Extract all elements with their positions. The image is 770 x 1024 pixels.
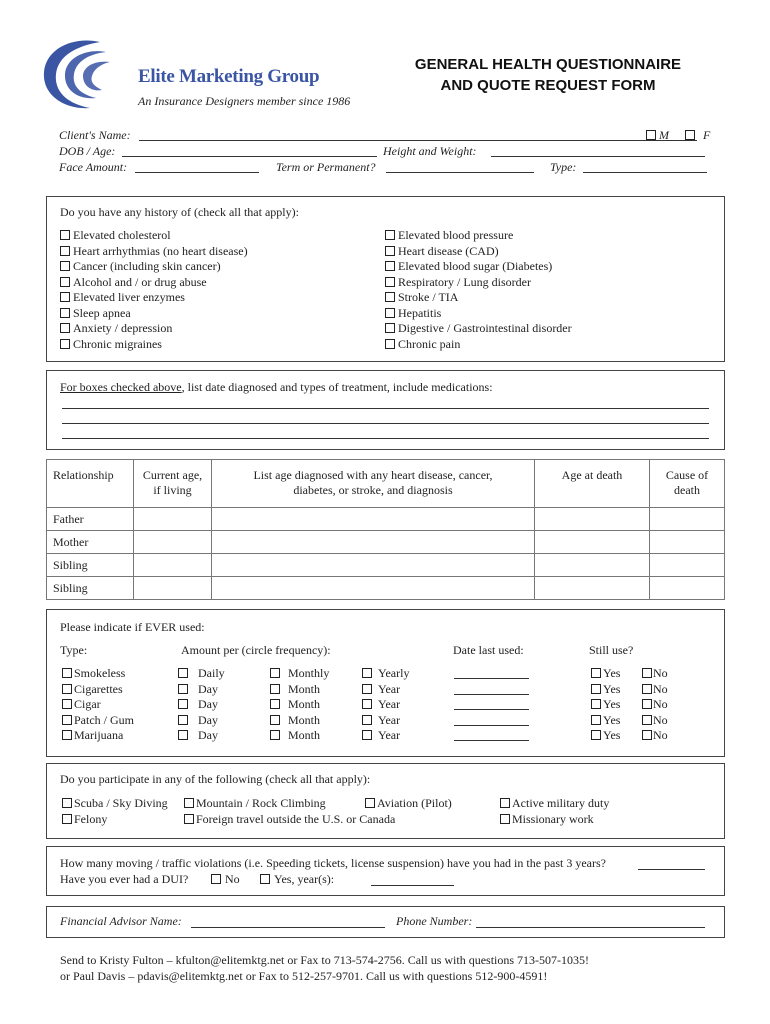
- history-item[interactable]: [60, 275, 248, 291]
- dui-yes-label: Yes, year(s):: [274, 872, 335, 886]
- checkbox[interactable]: [60, 277, 70, 287]
- dob-age-field[interactable]: [122, 145, 377, 157]
- tobacco-type-label: Patch / Gum: [74, 712, 134, 727]
- activity-label: Felony: [74, 812, 108, 826]
- activity-mountain[interactable]: [184, 796, 326, 811]
- history-item-label: Stroke / TIA: [398, 290, 459, 304]
- checkbox[interactable]: [62, 684, 72, 694]
- checkbox[interactable]: [642, 715, 652, 725]
- checkbox[interactable]: [642, 699, 652, 709]
- yes-option[interactable]: [591, 713, 620, 729]
- checkbox[interactable]: [385, 246, 395, 256]
- details-rest: , list date diagnosed and types of treatment, include medications:: [181, 380, 493, 394]
- history-item[interactable]: [385, 275, 572, 291]
- history-item[interactable]: [385, 306, 572, 322]
- frequency-option[interactable]: [270, 728, 329, 744]
- activity-foreign-travel[interactable]: [184, 812, 395, 827]
- frequency-label: Year: [378, 728, 401, 742]
- frequency-option[interactable]: [362, 728, 409, 744]
- checkbox[interactable]: [270, 668, 280, 678]
- frequency-option[interactable]: [178, 697, 225, 713]
- checkbox[interactable]: [591, 684, 601, 694]
- frequency-option[interactable]: [270, 682, 329, 698]
- checkbox[interactable]: [62, 699, 72, 709]
- tobacco-type[interactable]: [62, 713, 134, 729]
- history-right-list: [385, 228, 572, 352]
- activity-label: Mountain / Rock Climbing: [196, 796, 326, 810]
- history-item-label: Chronic pain: [398, 336, 461, 351]
- checkbox[interactable]: [260, 874, 270, 884]
- table-cell[interactable]: [212, 554, 535, 577]
- dob-age-label: DOB / Age:: [59, 144, 116, 158]
- checkbox[interactable]: [642, 684, 652, 694]
- header-diagnosis: [212, 460, 535, 508]
- still-use-no: [642, 666, 668, 744]
- frequency-option[interactable]: [178, 682, 225, 698]
- header-cause-line1: Cause of: [665, 468, 709, 482]
- table-row: [47, 531, 725, 554]
- dui-no-label: No: [225, 872, 240, 886]
- checkbox[interactable]: [62, 715, 72, 725]
- checkbox[interactable]: [62, 668, 72, 678]
- checkbox[interactable]: [178, 715, 188, 725]
- no-label: No: [653, 681, 668, 696]
- checkbox[interactable]: [500, 798, 510, 808]
- advisor-phone-label: Phone Number:: [396, 914, 473, 928]
- checkbox[interactable]: [362, 668, 372, 678]
- activity-label: Foreign travel outside the U.S. or Canada: [196, 812, 396, 826]
- checkbox[interactable]: [178, 699, 188, 709]
- checkbox[interactable]: [385, 230, 395, 240]
- table-cell[interactable]: [212, 531, 535, 554]
- table-cell[interactable]: [650, 554, 725, 577]
- header-current-age-line1: Current age,: [142, 468, 203, 482]
- frequency-label: Monthly: [288, 666, 330, 680]
- checkbox[interactable]: [362, 699, 372, 709]
- history-item-label: Alcohol and / or drug abuse: [73, 274, 207, 289]
- no-option[interactable]: [642, 666, 668, 682]
- history-item[interactable]: [385, 321, 572, 337]
- table-cell[interactable]: [134, 531, 212, 554]
- history-item[interactable]: [385, 228, 572, 244]
- yes-option[interactable]: [591, 728, 620, 744]
- history-item-label: Elevated cholesterol: [73, 228, 171, 242]
- frequency-label: Month: [288, 697, 321, 711]
- table-cell[interactable]: [535, 508, 650, 531]
- frequency-option[interactable]: [362, 697, 409, 713]
- frequency-option[interactable]: [270, 697, 329, 713]
- history-item[interactable]: [60, 290, 248, 306]
- male-checkbox[interactable]: [646, 130, 656, 140]
- frequency-option[interactable]: [178, 666, 225, 682]
- yes-label: Yes: [603, 728, 621, 742]
- family-history-table: [46, 459, 725, 600]
- table-cell[interactable]: [134, 508, 212, 531]
- form-title-line2: AND QUOTE REQUEST FORM: [440, 77, 656, 94]
- checkbox[interactable]: [178, 668, 188, 678]
- table-cell[interactable]: [650, 531, 725, 554]
- tobacco-date-label: Date last used:: [453, 643, 524, 657]
- term-permanent-field[interactable]: [386, 161, 534, 173]
- no-label: No: [653, 697, 668, 711]
- checkbox[interactable]: [60, 230, 70, 240]
- header-relationship: Relationship: [47, 460, 134, 508]
- table-cell[interactable]: [212, 508, 535, 531]
- client-name-field[interactable]: [139, 129, 697, 141]
- frequency-label: Month: [288, 712, 321, 727]
- history-left-list: [60, 228, 248, 352]
- checkbox[interactable]: [385, 308, 395, 318]
- date-last-used-field[interactable]: [454, 694, 529, 695]
- checkbox[interactable]: [184, 814, 194, 824]
- history-item-label: Anxiety / depression: [73, 321, 173, 335]
- header-diagnosis-line2: diabetes, or stroke, and diagnosis: [293, 483, 453, 497]
- frequency-option[interactable]: [178, 713, 225, 729]
- checkbox[interactable]: [385, 277, 395, 287]
- checkbox[interactable]: [270, 730, 280, 740]
- form-title-line1: GENERAL HEALTH QUESTIONNAIRE: [414, 56, 682, 73]
- history-item[interactable]: [385, 290, 572, 306]
- frequency-label: Yearly: [378, 666, 410, 680]
- family-table-header: [47, 460, 725, 508]
- frequency-option[interactable]: [178, 728, 225, 744]
- frequency-label: Day: [198, 728, 218, 742]
- checkbox[interactable]: [385, 292, 395, 302]
- frequency-label: Day: [198, 681, 218, 696]
- checkbox[interactable]: [60, 339, 70, 349]
- yes-option[interactable]: [591, 697, 620, 713]
- header-diagnosis-line1: List age diagnosed with any heart disease, cancer,: [253, 468, 493, 482]
- tobacco-type-label: Cigarettes: [74, 681, 123, 696]
- dui-question: [60, 872, 188, 887]
- history-item-label: Sleep apnea: [73, 305, 131, 320]
- date-last-used-field[interactable]: [454, 709, 529, 710]
- yes-label: Yes: [603, 712, 621, 727]
- table-row: [47, 554, 725, 577]
- activities-question: Do you participate in any of the following (check all that apply):: [60, 772, 371, 786]
- frequency-label: Month: [288, 728, 321, 742]
- female-label: F: [703, 128, 711, 142]
- checkbox[interactable]: [385, 339, 395, 349]
- checkbox[interactable]: [270, 715, 280, 725]
- frequency-option[interactable]: [270, 666, 329, 682]
- table-cell[interactable]: [535, 531, 650, 554]
- frequency-label: Year: [378, 697, 401, 711]
- header-cause-of-death: [650, 460, 725, 508]
- face-amount-field[interactable]: [135, 161, 259, 173]
- checkbox[interactable]: [178, 684, 188, 694]
- relationship-cell: Father: [47, 508, 134, 531]
- form-title: [380, 54, 716, 96]
- history-item-label: Heart disease (CAD): [398, 243, 499, 258]
- frequency-option[interactable]: [362, 666, 409, 682]
- tobacco-type-label: Marijuana: [74, 728, 124, 742]
- tobacco-type-label: Cigar: [74, 697, 101, 711]
- tobacco-type[interactable]: [62, 682, 134, 698]
- company-tagline: An Insurance Designers member since 1986: [138, 94, 351, 108]
- frequency-option[interactable]: [270, 713, 329, 729]
- checkbox[interactable]: [270, 699, 280, 709]
- tobacco-type[interactable]: [62, 666, 134, 682]
- no-label: No: [653, 728, 668, 742]
- footer-contact-2: or Paul Davis – pdavis@elitemktg.net or Fax to 512-257-9701. Call us with questions 512-900-4591!: [60, 969, 548, 983]
- history-item-label: Elevated blood pressure: [398, 228, 514, 242]
- checkbox[interactable]: [591, 715, 601, 725]
- activity-scuba[interactable]: [62, 796, 168, 811]
- tobacco-type-label: Type:: [60, 643, 88, 657]
- header-age-at-death: Age at death: [535, 460, 650, 508]
- frequency-yearly: [362, 666, 409, 744]
- checkbox[interactable]: [270, 684, 280, 694]
- no-option[interactable]: [642, 713, 668, 729]
- no-label: No: [653, 666, 668, 680]
- table-row: [47, 577, 725, 600]
- tobacco-amount-label: Amount per (circle frequency):: [181, 643, 331, 657]
- frequency-label: Daily: [198, 666, 225, 680]
- date-last-used-field[interactable]: [454, 740, 529, 741]
- client-info-section: [59, 127, 719, 175]
- history-item-label: Respiratory / Lung disorder: [398, 274, 531, 289]
- frequency-label: Month: [288, 681, 321, 696]
- dui-label: Have you ever had a DUI?: [60, 872, 189, 886]
- male-label: M: [659, 128, 669, 142]
- footer-contact-1: Send to Kristy Fulton – kfulton@elitemktg.net or Fax to 713-574-2756. Call us with questions 713-507-1035!: [60, 953, 590, 967]
- no-option[interactable]: [642, 682, 668, 698]
- type-label: Type:: [550, 160, 577, 174]
- checkbox[interactable]: [60, 246, 70, 256]
- history-item-label: Heart arrhythmias (no heart disease): [73, 243, 248, 258]
- checkbox[interactable]: [500, 814, 510, 824]
- checkbox[interactable]: [60, 261, 70, 271]
- company-logo-icon: [38, 38, 140, 112]
- checkbox[interactable]: [211, 874, 221, 884]
- violations-question: How many moving / traffic violations (i.e. Speeding tickets, license suspension) have you had in the past 3 years?: [60, 856, 606, 870]
- header-current-age-line2: if living: [153, 483, 192, 497]
- details-line-2[interactable]: [62, 423, 709, 424]
- client-name-label: Client's Name:: [59, 128, 131, 142]
- history-item[interactable]: [385, 337, 572, 353]
- history-item[interactable]: [60, 244, 248, 260]
- frequency-daily: [178, 666, 225, 744]
- female-checkbox[interactable]: [685, 130, 695, 140]
- table-cell[interactable]: [134, 577, 212, 600]
- checkbox[interactable]: [362, 730, 372, 740]
- checkbox[interactable]: [365, 798, 375, 808]
- violations-field[interactable]: [638, 869, 705, 870]
- checkbox[interactable]: [642, 668, 652, 678]
- relationship-cell: Sibling: [47, 554, 134, 577]
- company-name: Elite Marketing Group: [138, 66, 320, 87]
- height-weight-field[interactable]: [491, 145, 705, 157]
- table-cell[interactable]: [134, 554, 212, 577]
- advisor-name-label: Financial Advisor Name:: [60, 914, 182, 928]
- activity-missionary[interactable]: [500, 812, 594, 827]
- frequency-option[interactable]: [362, 713, 409, 729]
- dui-yes-option[interactable]: [260, 872, 334, 887]
- frequency-monthly: [270, 666, 329, 744]
- tobacco-type[interactable]: [62, 697, 134, 713]
- tobacco-type[interactable]: [62, 728, 134, 744]
- no-option[interactable]: [642, 728, 668, 744]
- history-item[interactable]: [385, 259, 572, 275]
- history-item[interactable]: [60, 337, 248, 353]
- table-cell[interactable]: [650, 508, 725, 531]
- activity-label: Scuba / Sky Diving: [74, 796, 168, 810]
- tobacco-still-label: Still use?: [589, 643, 634, 657]
- history-item[interactable]: [60, 259, 248, 275]
- advisor-phone-field[interactable]: [476, 927, 705, 928]
- dui-year-field[interactable]: [371, 885, 454, 886]
- checkbox[interactable]: [362, 684, 372, 694]
- frequency-label: Day: [198, 697, 218, 711]
- face-amount-label: Face Amount:: [59, 160, 128, 174]
- history-question: Do you have any history of (check all that apply):: [60, 205, 299, 219]
- activity-label: Missionary work: [512, 812, 594, 826]
- frequency-option[interactable]: [362, 682, 409, 698]
- header-current-age: [134, 460, 212, 508]
- sex-female-option[interactable]: [685, 127, 710, 143]
- advisor-name-field[interactable]: [191, 927, 385, 928]
- header-cause-line2: death: [674, 483, 700, 497]
- table-row: [47, 508, 725, 531]
- details-underlined: For boxes checked above: [60, 380, 182, 394]
- table-cell[interactable]: [535, 577, 650, 600]
- history-item[interactable]: [385, 244, 572, 260]
- no-option[interactable]: [642, 697, 668, 713]
- dui-no-option[interactable]: [211, 872, 240, 887]
- date-last-used-field[interactable]: [454, 725, 529, 726]
- history-item[interactable]: [60, 228, 248, 244]
- table-cell[interactable]: [650, 577, 725, 600]
- checkbox[interactable]: [60, 292, 70, 302]
- relationship-cell: Sibling: [47, 577, 134, 600]
- details-question: [60, 380, 493, 395]
- activity-aviation[interactable]: [365, 796, 452, 811]
- details-line-1[interactable]: [62, 408, 709, 409]
- history-item-label: Elevated blood sugar (Diabetes): [398, 259, 553, 273]
- yes-label: Yes: [603, 666, 621, 680]
- activity-label: Active military duty: [512, 796, 610, 810]
- date-last-used-field[interactable]: [454, 678, 529, 679]
- activity-felony[interactable]: [62, 812, 107, 827]
- frequency-label: Day: [198, 712, 218, 727]
- sex-male-option[interactable]: [646, 127, 669, 143]
- checkbox[interactable]: [62, 798, 72, 808]
- relationship-cell: Mother: [47, 531, 134, 554]
- activity-military[interactable]: [500, 796, 609, 811]
- tobacco-type-label: Smokeless: [74, 666, 126, 680]
- no-label: No: [653, 712, 668, 727]
- checkbox[interactable]: [60, 323, 70, 333]
- table-cell[interactable]: [535, 554, 650, 577]
- yes-label: Yes: [603, 697, 621, 711]
- checkbox[interactable]: [385, 261, 395, 271]
- details-line-3[interactable]: [62, 438, 709, 439]
- type-field[interactable]: [583, 161, 707, 173]
- checkbox[interactable]: [62, 730, 72, 740]
- history-item-label: Chronic migraines: [73, 336, 162, 351]
- yes-label: Yes: [603, 681, 621, 696]
- still-use-yes: [591, 666, 620, 744]
- checkbox[interactable]: [642, 730, 652, 740]
- checkbox[interactable]: [385, 323, 395, 333]
- table-cell[interactable]: [212, 577, 535, 600]
- checkbox[interactable]: [178, 730, 188, 740]
- checkbox[interactable]: [591, 699, 601, 709]
- history-item[interactable]: [60, 321, 248, 337]
- checkbox[interactable]: [184, 798, 194, 808]
- history-item-label: Hepatitis: [398, 305, 442, 320]
- history-item-label: Elevated liver enzymes: [73, 290, 185, 304]
- checkbox[interactable]: [60, 308, 70, 318]
- tobacco-types: [62, 666, 134, 744]
- driving-section: [46, 846, 725, 896]
- tobacco-question: Please indicate if EVER used:: [60, 620, 205, 634]
- activity-label: Aviation (Pilot): [377, 796, 452, 810]
- height-weight-label: Height and Weight:: [383, 144, 477, 158]
- history-item-label: Digestive / Gastrointestinal disorder: [398, 321, 572, 335]
- history-item-label: Cancer (including skin cancer): [73, 259, 221, 273]
- checkbox[interactable]: [62, 814, 72, 824]
- checkbox[interactable]: [591, 668, 601, 678]
- frequency-label: Year: [378, 681, 401, 696]
- frequency-label: Year: [378, 712, 401, 727]
- yes-option[interactable]: [591, 666, 620, 682]
- history-item[interactable]: [60, 306, 248, 322]
- term-permanent-label: Term or Permanent?: [276, 160, 376, 174]
- checkbox[interactable]: [362, 715, 372, 725]
- yes-option[interactable]: [591, 682, 620, 698]
- checkbox[interactable]: [591, 730, 601, 740]
